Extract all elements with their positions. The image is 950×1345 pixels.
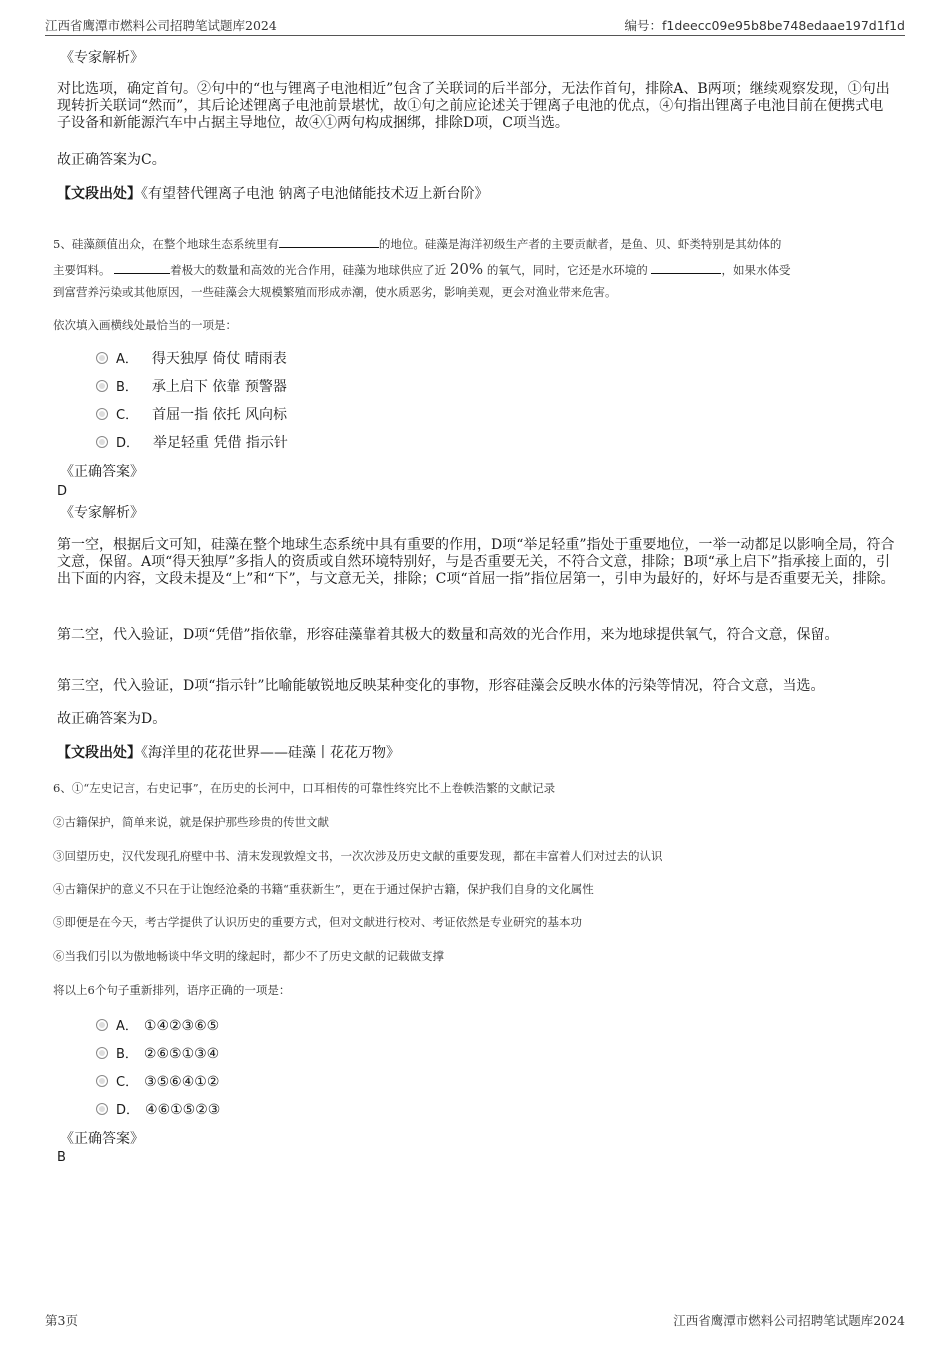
option-text: 首屈一指 依托 风向标: [152, 407, 287, 423]
q5-stem-part: 的地位。硅藻是海洋初级生产者的主要贡献者，是鱼、贝、虾类特别是其幼体的: [378, 237, 782, 251]
q4-source: [57, 186, 488, 203]
q5-option-b[interactable]: [96, 378, 287, 396]
q6-answer: B: [57, 1150, 66, 1165]
source-title: 《海洋里的花花世界——硅藻丨花花万物》: [141, 745, 400, 761]
q6-sentence-5: ⑤即便是在今天，考古学提供了认识历史的重要方式，但对文献进行校对、考证依然是专业研究的基本功: [53, 915, 582, 929]
source-label: 【文段出处】: [57, 186, 141, 202]
fill-blank-2: [114, 262, 170, 274]
q5-analysis-label: 《专家解析》: [60, 505, 144, 521]
footer-title: 江西省鹰潭市燃料公司招聘笔试题库2024: [673, 1313, 905, 1328]
header-title: 江西省鹰潭市燃料公司招聘笔试题库2024: [45, 18, 277, 33]
option-text: 承上启下 依靠 预警器: [151, 379, 287, 395]
q5-stem-part: 主要饵料。: [53, 263, 111, 277]
fill-blank-3: [651, 262, 721, 274]
q5-answer-label: 《正确答案》: [60, 464, 144, 480]
source-label: 【文段出处】: [57, 745, 141, 761]
q5-stem-line2: [53, 262, 893, 277]
option-text: 得天独厚 倚仗 晴雨表: [151, 351, 287, 367]
source-title: 《有望替代锂离子电池 钠离子电池储能技术迈上新台阶》: [141, 186, 489, 202]
radio-icon[interactable]: [96, 1103, 108, 1115]
percent-value: 20%: [449, 260, 484, 278]
page-header: [45, 14, 905, 36]
option-text: ②⑥⑤①③④: [143, 1046, 220, 1062]
q5-stem-line1: [53, 236, 893, 251]
option-letter: D．: [116, 436, 140, 451]
q5-answer: D: [57, 484, 68, 499]
q5-option-c[interactable]: [96, 406, 287, 424]
q5-analysis-3: 第三空，代入验证，D项“指示针”比喻能敏锐地反映某种变化的事物，形容硅藻会反映水体的污染等情况，符合文意，当选。: [57, 678, 825, 694]
q5-stem-part: 的氧气，同时，它还是水环境的: [486, 263, 648, 277]
q5-stem-part: 5、硅藻颜值出众，在整个地球生态系统里有: [53, 237, 279, 251]
option-letter: B．: [116, 380, 138, 395]
header-doc-id: 编号：f1deecc09e95b8be748edaae197d1f1d: [624, 18, 905, 33]
option-text: ④⑥①⑤②③: [145, 1102, 221, 1118]
q6-sentence-2: ②古籍保护，简单来说，就是保护那些珍贵的传世文献: [53, 815, 329, 829]
q5-analysis-1: 第一空，根据后文可知，硅藻在整个地球生态系统中具有重要的作用，D项“举足轻重”指处于重要地位，一举一动都足以影响全局，符合文意，保留。A项“得天独厚”多指人的资质或自然环境特别好，与是否重要无关，不符合文意，排除；B项“承上启下”指承接上面的，引出下面的内容，文段未提及“上”和“下”，与文意无关，排除；C项“首屈一指”指位居第一，引申为最好的，好坏与是否重要无关，排除。: [57, 537, 895, 587]
fill-blank-1: [279, 236, 379, 248]
q6-option-a[interactable]: [96, 1017, 219, 1035]
radio-icon[interactable]: [96, 1047, 108, 1059]
q6-option-d[interactable]: [96, 1101, 220, 1119]
q5-prompt: 依次填入画横线处最恰当的一项是：: [53, 318, 237, 332]
q5-stem-line3: 到富营养污染或其他原因，一些硅藻会大规模繁殖而形成赤潮，使水质恶劣，影响美观，更会对渔业带来危害。: [53, 285, 617, 299]
q5-stem-part: ，如果水体受: [721, 263, 791, 277]
option-text: 举足轻重 凭借 指示针: [153, 435, 288, 451]
q6-sentence-6: ⑥当我们引以为傲地畅谈中华文明的缘起时，都少不了历史文献的记载做支撑: [53, 949, 444, 963]
page-number: 第3页: [45, 1313, 78, 1328]
q5-option-a[interactable]: [96, 350, 287, 368]
q6-option-b[interactable]: [96, 1045, 219, 1063]
q5-source: [57, 745, 400, 762]
q6-sentence-3: ③回望历史，汉代发现孔府壁中书、清末发现敦煌文书，一次次涉及历史文献的重要发现，都在丰富着人们对过去的认识: [53, 849, 663, 863]
q6-option-c[interactable]: [96, 1073, 219, 1091]
option-letter: A．: [116, 352, 138, 367]
option-text: ③⑤⑥④①②: [144, 1074, 220, 1090]
q5-answer-line: 故正确答案为D。: [57, 711, 167, 727]
q6-sentence-4: ④古籍保护的意义不只在于让饱经沧桑的书籍“重获新生”，更在于通过保护古籍，保护我们自身的文化属性: [53, 882, 594, 896]
q6-sentence-1: 6、①“左史记言，右史记事”，在历史的长河中，口耳相传的可靠性终究比不上卷帙浩繁的文献记录: [53, 781, 556, 795]
q4-analysis-label: 《专家解析》: [60, 50, 144, 66]
page-footer: [45, 1311, 905, 1331]
option-letter: C．: [116, 1075, 139, 1090]
radio-icon[interactable]: [96, 1075, 108, 1087]
option-letter: B．: [116, 1047, 138, 1062]
option-letter: C．: [116, 408, 139, 423]
option-letter: D．: [116, 1103, 140, 1118]
q6-answer-label: 《正确答案》: [60, 1131, 144, 1147]
option-text: ①④②③⑥⑤: [143, 1018, 220, 1034]
q5-option-d[interactable]: [96, 434, 288, 452]
radio-icon[interactable]: [96, 380, 108, 392]
q6-prompt: 将以上6个句子重新排列，语序正确的一项是：: [53, 983, 291, 997]
q4-analysis: 对比选项，确定首句。②句中的“也与锂离子电池相近”包含了关联词的后半部分，无法作首句，排除A、B两项；继续观察发现，①句出现转折关联词“然而”，其后论述锂离子电池前景堪忧，故①句之前应论述关于锂离子电池的优点，④句指出锂离子电池目前在便携式电子设备和新能源汽车中占据主导地位，故④①两句构成捆绑，排除D项，C项当选。: [57, 81, 890, 131]
radio-icon[interactable]: [96, 352, 108, 364]
q4-answer-line: 故正确答案为C。: [57, 152, 166, 168]
radio-icon[interactable]: [96, 1019, 108, 1031]
q5-stem-part: 着极大的数量和高效的光合作用，硅藻为地球供应了近: [170, 263, 447, 277]
radio-icon[interactable]: [96, 436, 108, 448]
option-letter: A．: [116, 1019, 138, 1034]
radio-icon[interactable]: [96, 408, 108, 420]
q5-analysis-2: 第二空，代入验证，D项“凭借”指依靠，形容硅藻靠着其极大的数量和高效的光合作用，来为地球提供氧气，符合文意，保留。: [57, 627, 839, 643]
